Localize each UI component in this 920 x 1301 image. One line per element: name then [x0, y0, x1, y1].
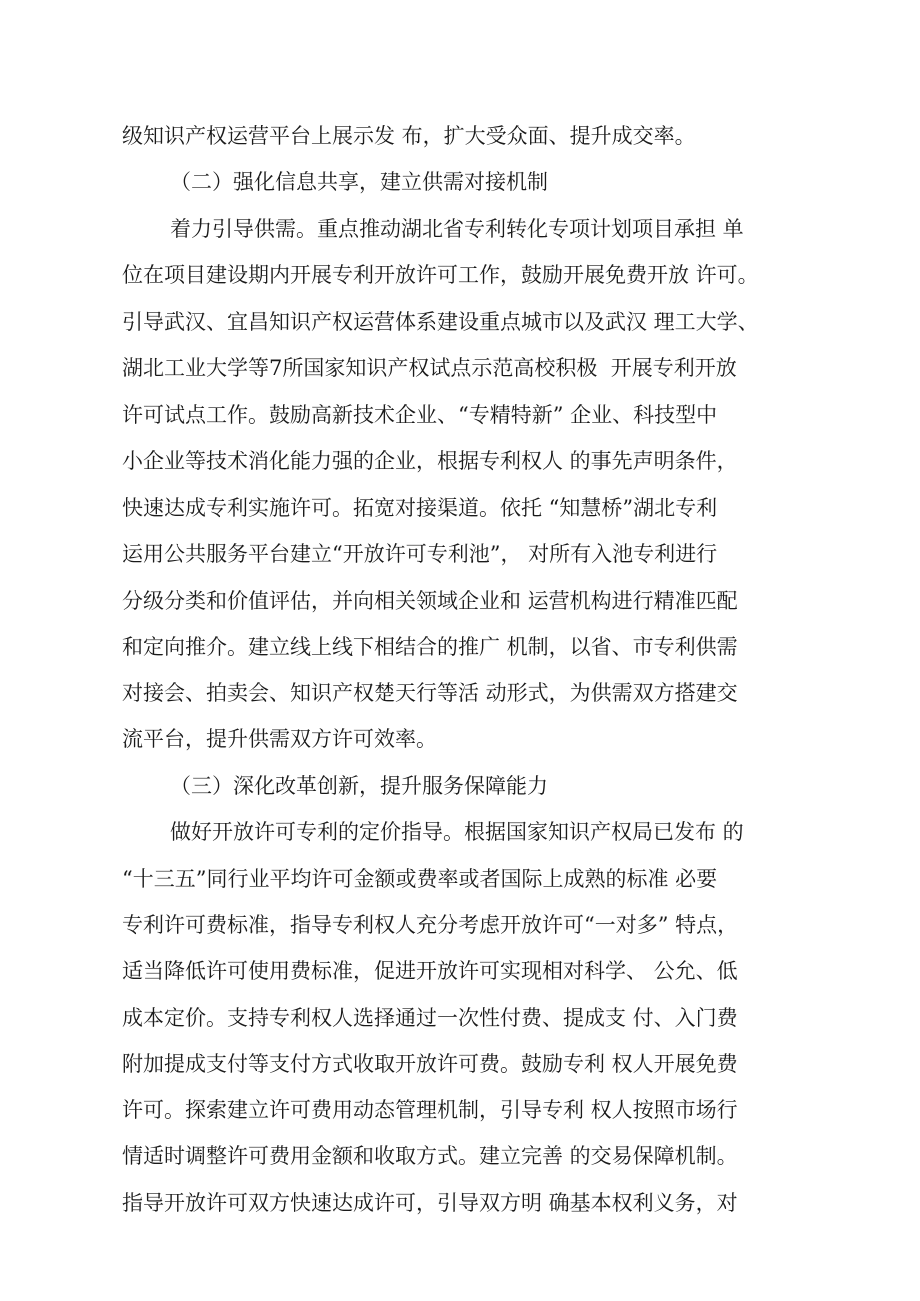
text-line: 成本定价。支持专利权人选择通过一次性付费、提成支 付、入门费	[122, 1006, 738, 1030]
text-line: 专利许可费标准，指导专利权人充分考虑开放许可“一对多” 特点，	[122, 913, 739, 937]
text-line: 附加提成支付等支付方式收取开放许可费。鼓励专利 权人开展免费	[122, 1052, 738, 1076]
text-line: 湖北工业大学等7所国家知识产权试点示范高校积极 开展专利开放	[122, 356, 737, 380]
text-line: “十三五”同行业平均许可金额或费率或者国际上成熟的标准 必要	[122, 867, 718, 891]
section-heading-3: （三）深化改革创新，提升服务保障能力	[170, 774, 548, 798]
text-line: 小企业等技术消化能力强的企业，根据专利权人 的事先声明条件，	[122, 449, 738, 473]
text-line: 级知识产权运营平台上展示发 布，扩大受众面、提升成交率。	[122, 124, 696, 148]
text-line: 快速达成专利实施许可。拓宽对接渠道。依托 “知慧桥”湖北专利	[122, 496, 718, 520]
text-line: 和定向推介。建立线上线下相结合的推广 机制，以省、市专利供需	[122, 635, 738, 659]
text-line: 流平台，提升供需双方许可效率。	[122, 727, 437, 751]
text-line: 许可试点工作。鼓励高新技术企业、“专精特新” 企业、科技型中	[122, 403, 718, 427]
text-line: 情适时调整许可费用金额和收取方式。建立完善 的交易保障机制。	[122, 1144, 738, 1168]
section-heading-2: （二）强化信息共享，建立供需对接机制	[170, 170, 548, 194]
text-line: 适当降低许可使用费标准，促进开放许可实现相对科学、 公允、低	[122, 959, 738, 983]
text-line: 着力引导供需。重点推动湖北省专利转化专项计划项目承担 单	[170, 217, 744, 241]
text-line: 许可。探索建立许可费用动态管理机制，引导专利 权人按照市场行	[122, 1098, 738, 1122]
text-line: 运用公共服务平台建立“开放许可专利池”， 对所有入池专利进行	[122, 542, 718, 566]
text-line: 指导开放许可双方快速达成许可，引导双方明 确基本权利义务，对	[122, 1191, 738, 1215]
text-line: 分级分类和价值评估，并向相关领域企业和 运营机构进行精准匹配	[122, 589, 738, 613]
text-line: 做好开放许可专利的定价指导。根据国家知识产权局已发布 的	[170, 820, 744, 844]
text-line: 位在项目建设期内开展专利开放许可工作，鼓励开展免费开放 许可。	[122, 263, 759, 287]
text-line: 对接会、拍卖会、知识产权楚天行等活 动形式，为供需双方搭建交	[122, 681, 738, 705]
text-line: 引导武汉、宜昌知识产权运营体系建设重点城市以及武汉 理工大学、	[122, 310, 759, 334]
